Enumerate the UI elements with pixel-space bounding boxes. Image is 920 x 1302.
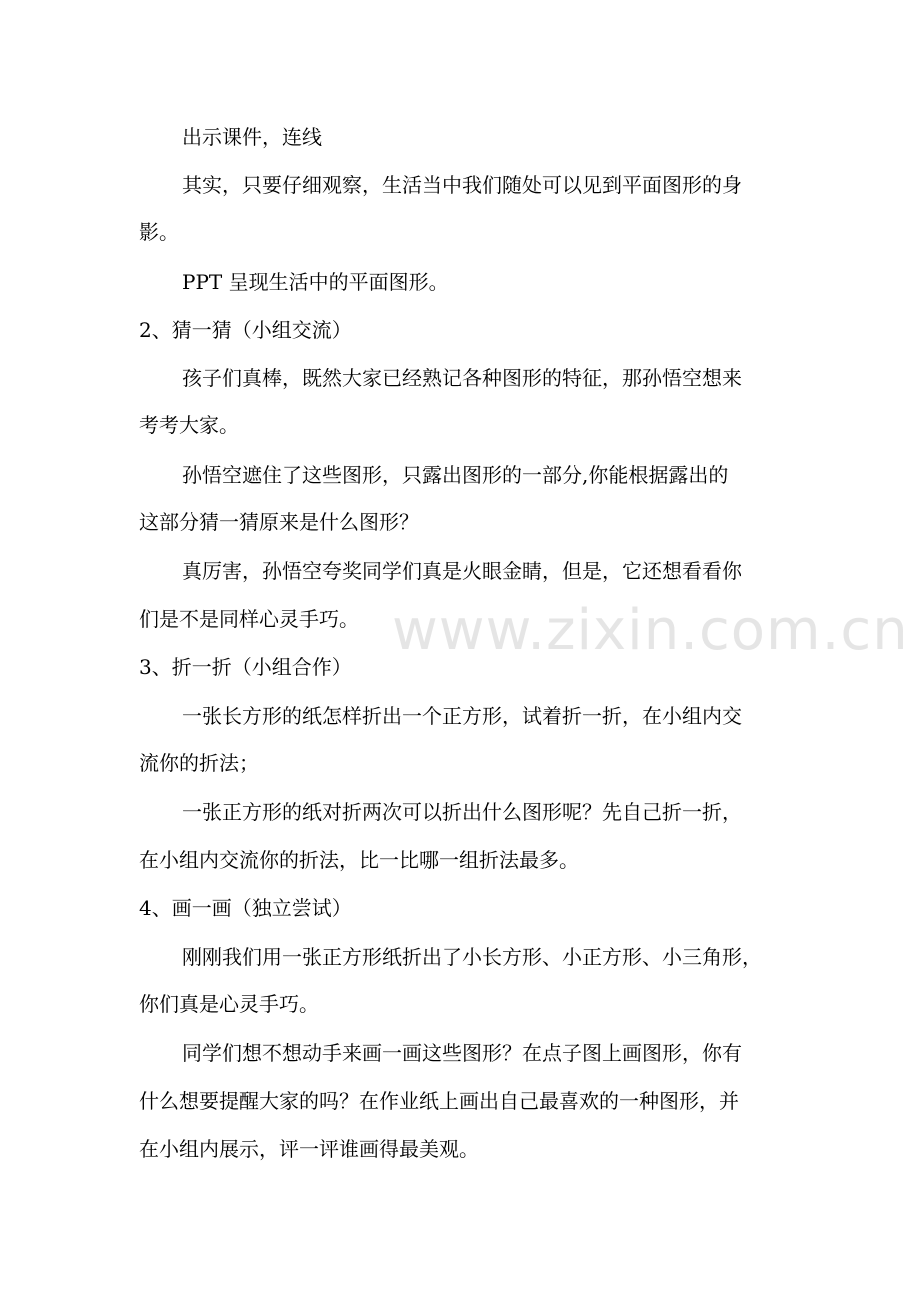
paragraph-line: 孩子们真棒，既然大家已经熟记各种图形的特征，那孙悟空想来 <box>182 366 742 390</box>
paragraph-line: 们是不是同样心灵手巧。 <box>139 607 359 631</box>
site-watermark: www.zixin.com.cn <box>392 598 909 663</box>
paragraph-line: 一张正方形的纸对折两次可以折出什么图形呢？先自己折一折， <box>182 800 742 824</box>
paragraph-line: 这部分猜一猜原来是什么图形？ <box>139 510 419 534</box>
paragraph-line: 刚刚我们用一张正方形纸折出了小长方形、小正方形、小三角形， <box>182 945 762 969</box>
paragraph-line: 流你的折法； <box>139 751 259 775</box>
paragraph-line: 考考大家。 <box>139 413 239 437</box>
paragraph-line: 其实，只要仔细观察，生活当中我们随处可以见到平面图形的身 <box>182 173 742 197</box>
paragraph-line: PPT 呈现生活中的平面图形。 <box>182 270 449 294</box>
paragraph-line: 影。 <box>139 220 179 244</box>
paragraph-line: 在小组内交流你的折法，比一比哪一组折法最多。 <box>139 848 579 872</box>
paragraph-line: 一张长方形的纸怎样折出一个正方形，试着折一折，在小组内交 <box>182 704 742 728</box>
paragraph-line: 孙悟空遮住了这些图形，只露出图形的一部分,你能根据露出的 <box>182 463 729 487</box>
paragraph-line: 出示课件，连线 <box>182 125 322 149</box>
section-heading: 3、折一折（小组合作） <box>139 655 352 679</box>
paragraph-line: 真厉害，孙悟空夸奖同学们真是火眼金睛，但是，它还想看看你 <box>182 559 742 583</box>
paragraph-line: 在小组内展示，评一评谁画得最美观。 <box>139 1137 479 1161</box>
paragraph-line: 同学们想不想动手来画一画这些图形？在点子图上画图形，你有 <box>182 1041 742 1065</box>
section-heading: 4、画一画（独立尝试） <box>139 896 352 920</box>
paragraph-line: 你们真是心灵手巧。 <box>139 992 319 1016</box>
paragraph-line: 什么想要提醒大家的吗？在作业纸上画出自己最喜欢的一种图形，并 <box>139 1089 739 1113</box>
section-heading: 2、猜一猜（小组交流） <box>139 318 352 342</box>
